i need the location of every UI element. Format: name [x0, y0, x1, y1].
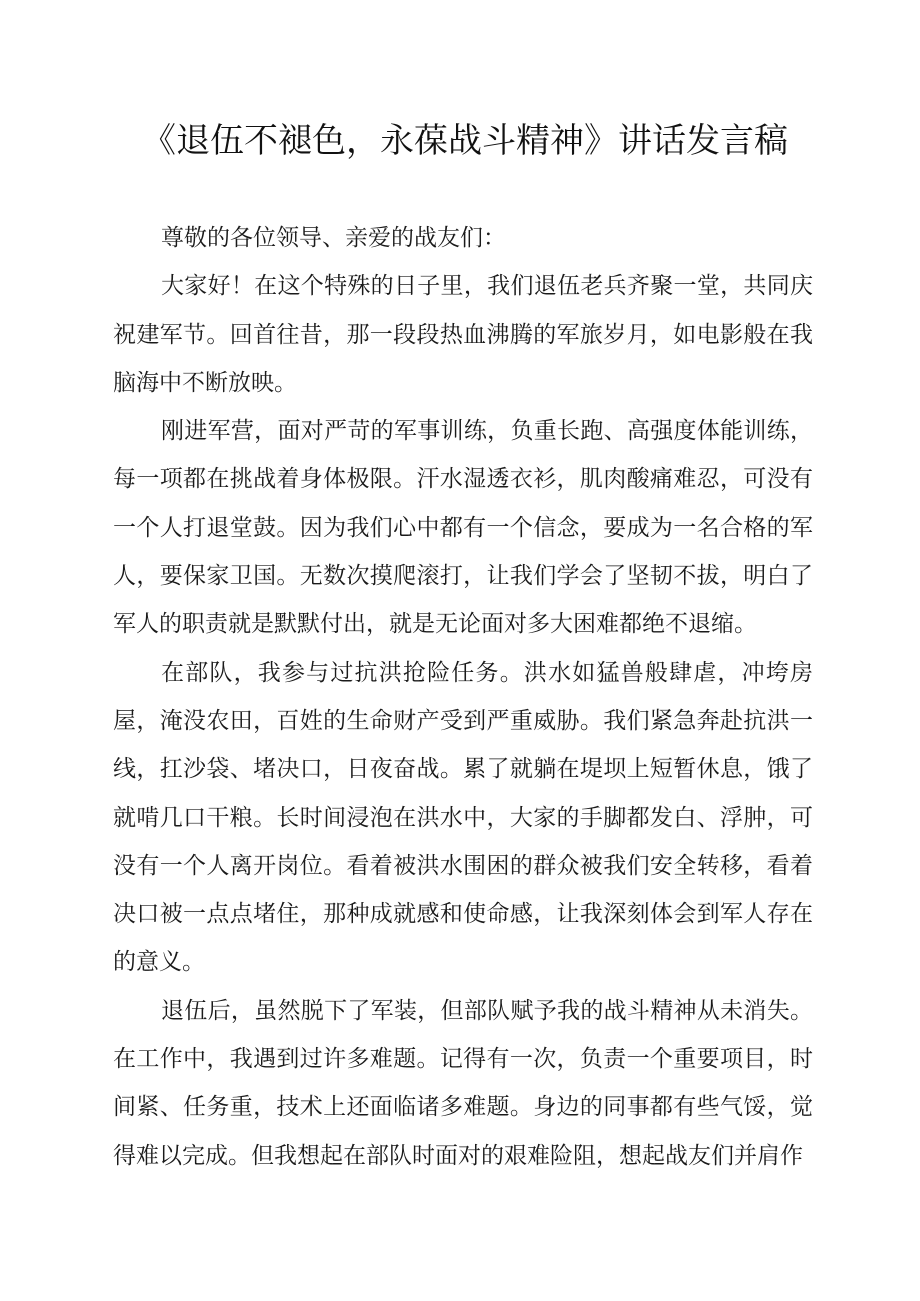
document-title: 《退伍不褪色，永葆战斗精神》讲话发言稿 [142, 121, 788, 161]
document-body [113, 214, 813, 1180]
paragraph-3: 在部队，我参与过抗洪抢险任务。洪水如猛兽般肆虐，冲垮房屋，淹没农田，百姓的生命财产受到严重威胁。我们紧急奔赴抗洪一线，扛沙袋、堵决口，日夜奋战。累了就躺在堤坝上短暂休息，饿了就啃几口干粮。长时间浸泡在洪水中，大家的手脚都发白、浮肿，可没有一个人离开岗位。看着被洪水围困的群众被我们安全转移，看着决口被一点点堵住，那种成就感和使命感，让我深刻体会到军人存在的意义。 [113, 659, 813, 976]
paragraph-1: 大家好！在这个特殊的日子里，我们退伍老兵齐聚一堂，共同庆祝建军节。回首往昔，那一段段热血沸腾的军旅岁月，如电影般在我脑海中不断放映。 [113, 273, 813, 396]
salutation: 尊敬的各位领导、亲爱的战友们： [161, 225, 506, 251]
paragraph-4: 退伍后，虽然脱下了军装，但部队赋予我的战斗精神从未消失。在工作中，我遇到过许多难题。记得有一次，负责一个重要项目，时间紧、任务重，技术上还面临诸多难题。身边的同事都有些气馁，觉得难以完成。但我想起在部队时面对的艰难险阻，想起战友们并肩作 [113, 997, 813, 1169]
paragraph-2: 刚进军营，面对严苛的军事训练，负重长跑、高强度体能训练，每一项都在挑战着身体极限。汗水湿透衣衫，肌肉酸痛难忍，可没有一个人打退堂鼓。因为我们心中都有一个信念，要成为一名合格的军人，要保家卫国。无数次摸爬滚打，让我们学会了坚韧不拔，明白了军人的职责就是默默付出，就是无论面对多大困难都绝不退缩。 [113, 418, 813, 638]
